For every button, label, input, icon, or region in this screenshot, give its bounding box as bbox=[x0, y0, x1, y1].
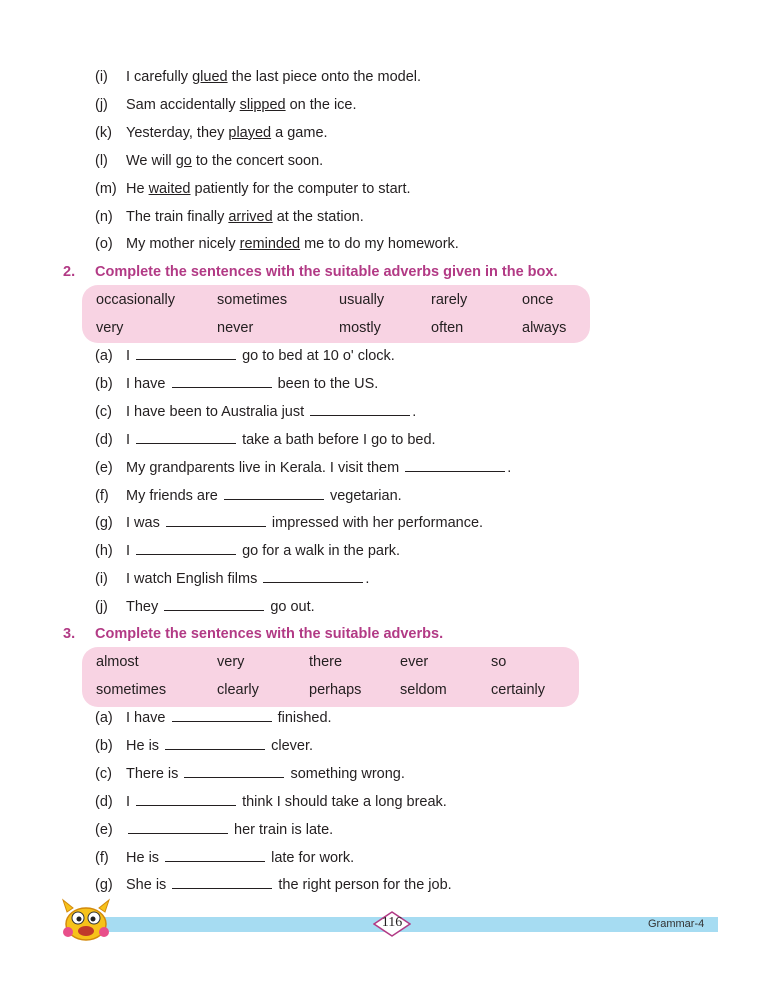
item-label: (a) bbox=[95, 348, 113, 364]
answer-blank[interactable] bbox=[172, 876, 272, 889]
answer-blank[interactable] bbox=[165, 849, 265, 862]
item-label: (g) bbox=[95, 877, 113, 894]
item-label: (f) bbox=[95, 487, 109, 504]
answer-blank[interactable] bbox=[136, 542, 236, 555]
underlined-verb: arrived bbox=[228, 209, 273, 225]
item-sentence: My mother nicely reminded me to do my homework. bbox=[126, 236, 459, 252]
page-number: 116 bbox=[381, 915, 403, 930]
item-sentence: I was impressed with her performance. bbox=[126, 515, 484, 532]
answer-blank[interactable] bbox=[164, 598, 264, 611]
answer-blank[interactable] bbox=[405, 459, 505, 472]
item-sentence: There is something wrong. bbox=[126, 765, 405, 782]
question-number: 3. bbox=[63, 626, 76, 642]
item-sentence: I go for a walk in the park. bbox=[126, 543, 401, 560]
box-word: very bbox=[217, 654, 245, 670]
item-sentence: I have been to the US. bbox=[126, 375, 379, 392]
box-word: very bbox=[96, 320, 124, 336]
item-sentence: I think I should take a long break. bbox=[126, 793, 447, 810]
item-sentence: I carefully glued the last piece onto the model. bbox=[126, 69, 422, 85]
item-sentence: We will go to the concert soon. bbox=[126, 153, 324, 169]
item-label: (k) bbox=[95, 125, 112, 141]
item-label: (e) bbox=[95, 821, 113, 838]
box-word: never bbox=[217, 320, 254, 336]
box-word: almost bbox=[96, 654, 139, 670]
underlined-verb: slipped bbox=[239, 97, 286, 113]
item-sentence: My grandparents live in Kerala. I visit them . bbox=[126, 459, 512, 476]
answer-blank[interactable] bbox=[128, 821, 228, 834]
box-word: clearly bbox=[217, 682, 259, 698]
item-sentence: The train finally arrived at the station. bbox=[126, 209, 364, 225]
answer-blank[interactable] bbox=[172, 375, 272, 388]
answer-blank[interactable] bbox=[165, 737, 265, 750]
item-label: (d) bbox=[95, 793, 113, 810]
answer-blank[interactable] bbox=[172, 709, 272, 722]
item-label: (l) bbox=[95, 153, 108, 169]
item-label: (g) bbox=[95, 515, 113, 532]
underlined-verb: waited bbox=[148, 181, 191, 197]
answer-blank[interactable] bbox=[224, 487, 324, 500]
item-sentence: My friends are vegetarian. bbox=[126, 487, 402, 504]
item-sentence: I have been to Australia just . bbox=[126, 403, 417, 420]
box-word: usually bbox=[339, 292, 385, 308]
underlined-verb: reminded bbox=[239, 236, 301, 252]
item-sentence: her train is late. bbox=[126, 820, 333, 840]
answer-blank[interactable] bbox=[166, 514, 266, 527]
item-sentence: I have finished. bbox=[126, 710, 332, 726]
box-word: seldom bbox=[400, 682, 447, 698]
item-sentence: He is clever. bbox=[126, 737, 314, 754]
item-label: (b) bbox=[95, 375, 113, 392]
item-sentence: They go out. bbox=[126, 599, 315, 616]
box-word: rarely bbox=[431, 292, 468, 308]
item-sentence: He is late for work. bbox=[126, 849, 355, 866]
item-label: (e) bbox=[95, 459, 113, 476]
item-sentence: Yesterday, they played a game. bbox=[126, 125, 328, 141]
box-word: sometimes bbox=[217, 292, 288, 308]
box-word: always bbox=[522, 320, 567, 336]
page-number-badge bbox=[373, 911, 411, 937]
cartoon-monster-icon bbox=[57, 898, 115, 942]
item-label: (a) bbox=[95, 710, 113, 726]
item-sentence: I take a bath before I go to bed. bbox=[126, 431, 436, 448]
item-sentence: I watch English films . bbox=[126, 571, 370, 588]
answer-blank[interactable] bbox=[136, 793, 236, 806]
box-word: so bbox=[491, 654, 507, 670]
box-word: often bbox=[431, 320, 464, 336]
answer-blank[interactable] bbox=[310, 403, 410, 416]
item-label: (n) bbox=[95, 209, 113, 225]
box-word: once bbox=[522, 292, 554, 308]
box-word: certainly bbox=[491, 682, 545, 698]
underlined-verb: glued bbox=[192, 69, 228, 85]
box-word: there bbox=[309, 654, 343, 670]
item-label: (o) bbox=[95, 236, 113, 252]
item-label: (b) bbox=[95, 737, 113, 754]
box-word: sometimes bbox=[96, 682, 167, 698]
item-label: (h) bbox=[95, 543, 113, 560]
item-label: (c) bbox=[95, 403, 112, 420]
answer-blank[interactable] bbox=[136, 431, 236, 444]
answer-blank[interactable] bbox=[263, 570, 363, 583]
item-label: (i) bbox=[95, 571, 108, 588]
book-title: Grammar-4 bbox=[648, 918, 705, 930]
answer-blank[interactable] bbox=[136, 347, 236, 360]
question-2-heading bbox=[0, 262, 783, 282]
item-sentence: I go to bed at 10 o' clock. bbox=[126, 348, 395, 364]
question-instruction: Complete the sentences with the suitable adverbs given in the box. bbox=[95, 264, 558, 280]
item-label: (f) bbox=[95, 849, 109, 866]
box-word: perhaps bbox=[309, 682, 362, 698]
underlined-verb: go bbox=[175, 153, 192, 169]
item-label: (d) bbox=[95, 431, 113, 448]
underlined-verb: played bbox=[228, 125, 272, 141]
item-label: (c) bbox=[95, 765, 112, 782]
item-sentence: He waited patiently for the computer to start. bbox=[126, 181, 411, 197]
item-label: (j) bbox=[95, 97, 108, 113]
box-word: mostly bbox=[339, 320, 381, 336]
item-label: (i) bbox=[95, 69, 108, 85]
box-word: ever bbox=[400, 654, 429, 670]
question-3-heading bbox=[0, 624, 783, 644]
box-word: occasionally bbox=[96, 292, 175, 308]
question-number: 2. bbox=[63, 264, 76, 280]
item-sentence: She is the right person for the job. bbox=[126, 877, 452, 894]
item-sentence: Sam accidentally slipped on the ice. bbox=[126, 97, 357, 113]
answer-blank[interactable] bbox=[184, 765, 284, 778]
question-instruction: Complete the sentences with the suitable adverbs. bbox=[95, 626, 444, 642]
item-label: (m) bbox=[95, 181, 117, 197]
item-label: (j) bbox=[95, 599, 108, 616]
